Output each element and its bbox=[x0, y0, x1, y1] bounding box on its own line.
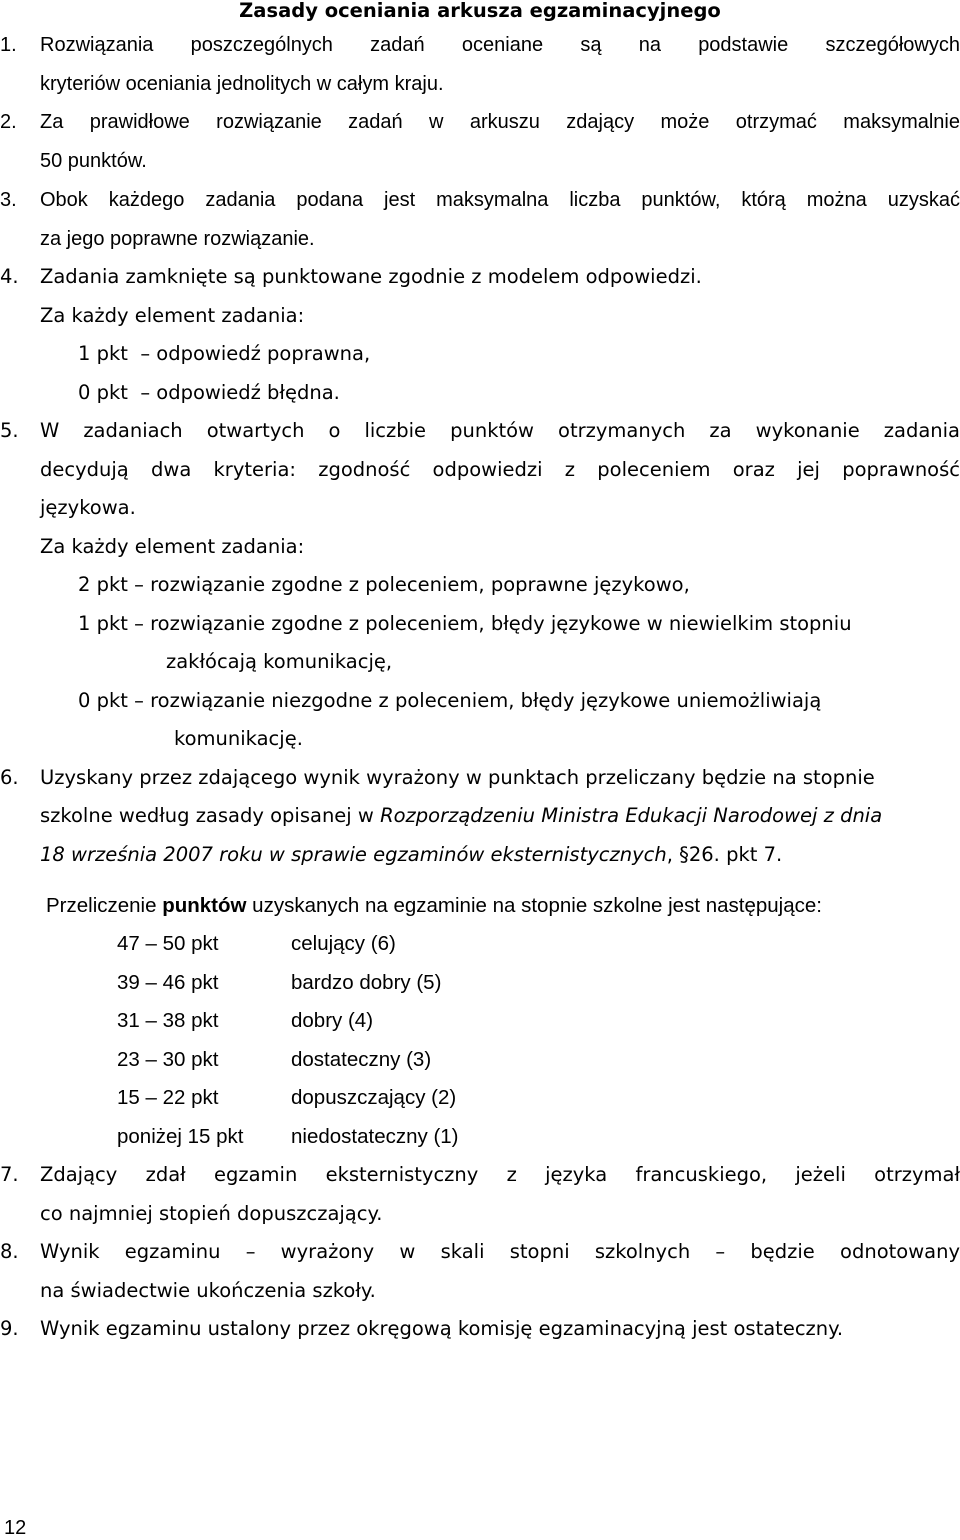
item-7-line-2: co najmniej stopień dopuszczający. bbox=[40, 1202, 383, 1225]
conversion-bold: punktów bbox=[162, 894, 247, 917]
item-number: 6. bbox=[0, 766, 19, 789]
item-number: 5. bbox=[0, 419, 19, 442]
item-8-line-1: Wynik egzaminu – wyrażony w skali stopni szkolnych – będzie odnotowany bbox=[40, 1240, 960, 1263]
item-5-line-4: Za każdy element zadania: bbox=[40, 535, 305, 558]
item-5-score-2: 2 pkt – rozwiązanie zgodne z poleceniem, poprawne językowo, bbox=[78, 573, 690, 596]
item-number: 9. bbox=[0, 1317, 19, 1340]
item-number: 2. bbox=[0, 111, 17, 133]
regulation-title: Rozporządzeniu Ministra Edukacji Narodowej z dnia bbox=[380, 804, 883, 827]
item-6-line-1: Uzyskany przez zdającego wynik wyrażony w punktach przeliczany będzie na stopnie bbox=[40, 766, 875, 789]
grade-name: niedostateczny (1) bbox=[291, 1125, 459, 1148]
item-5-score-0-cont: komunikację. bbox=[174, 727, 303, 750]
grade-points: 23 – 30 pkt bbox=[117, 1048, 219, 1071]
item-6-line-3-text: , §26. pkt 7. bbox=[666, 843, 783, 866]
grade-name: celujący (6) bbox=[291, 932, 396, 955]
grade-points: 47 – 50 pkt bbox=[117, 932, 219, 955]
item-7-line-1: Zdający zdał egzamin eksternistyczny z języka francuskiego, jeżeli otrzymał bbox=[40, 1163, 960, 1186]
grade-name: dopuszczający (2) bbox=[291, 1086, 457, 1109]
item-number: 7. bbox=[0, 1163, 19, 1186]
item-6-line-2 bbox=[40, 802, 960, 830]
item-5-line-2: decydują dwa kryteria: zgodność odpowiedzi z poleceniem oraz jej poprawność bbox=[40, 458, 960, 481]
item-2-line-1: Za prawidłowe rozwiązanie zadań w arkuszu zdający może otrzymać maksymalnie bbox=[40, 111, 960, 133]
conversion-pre: Przeliczenie bbox=[46, 894, 163, 917]
item-9-line-1: Wynik egzaminu ustalony przez okręgową komisję egzaminacyjną jest ostateczny. bbox=[40, 1317, 844, 1340]
item-8-line-2: na świadectwie ukończenia szkoły. bbox=[40, 1279, 376, 1302]
item-2-line-2: 50 punktów. bbox=[40, 150, 147, 172]
page-title: Zasady oceniania arkusza egzaminacyjnego bbox=[239, 0, 721, 22]
conversion-heading bbox=[46, 892, 960, 920]
item-4-line-2: Za każdy element zadania: bbox=[40, 304, 305, 327]
item-1-line-1: Rozwiązania poszczególnych zadań oceniane są na podstawie szczegółowych bbox=[40, 34, 960, 56]
conversion-post: uzyskanych na egzaminie na stopnie szkolne jest następujące: bbox=[246, 894, 822, 917]
item-6-line-2-text: szkolne według zasady opisanej w bbox=[40, 804, 381, 827]
grade-points: 31 – 38 pkt bbox=[117, 1009, 219, 1032]
item-number: 3. bbox=[0, 189, 17, 211]
item-5-score-0: 0 pkt – rozwiązanie niezgodne z poleceniem, błędy językowe uniemożliwiają bbox=[78, 689, 822, 712]
grade-name: bardzo dobry (5) bbox=[291, 971, 442, 994]
grade-points: poniżej 15 pkt bbox=[117, 1125, 244, 1148]
item-1-line-2: kryteriów oceniania jednolitych w całym kraju. bbox=[40, 73, 444, 95]
grade-name: dobry (4) bbox=[291, 1009, 374, 1032]
page-number: 12 bbox=[4, 1517, 27, 1539]
grade-points: 15 – 22 pkt bbox=[117, 1086, 219, 1109]
item-5-score-1: 1 pkt – rozwiązanie zgodne z poleceniem, błędy językowe w niewielkim stopniu bbox=[78, 612, 852, 635]
item-4-score-1: 1 pkt – odpowiedź poprawna, bbox=[78, 342, 371, 365]
item-4-score-0: 0 pkt – odpowiedź błędna. bbox=[78, 381, 340, 404]
item-6-line-3 bbox=[40, 841, 960, 869]
item-5-line-3: językowa. bbox=[40, 496, 136, 519]
grade-points: 39 – 46 pkt bbox=[117, 971, 219, 994]
grade-name: dostateczny (3) bbox=[291, 1048, 432, 1071]
item-number: 4. bbox=[0, 265, 19, 288]
regulation-title-cont: 18 września 2007 roku w sprawie egzaminów eksternistycznych bbox=[40, 843, 667, 866]
item-3-line-2: za jego poprawne rozwiązanie. bbox=[40, 228, 315, 250]
item-4-line-1: Zadania zamknięte są punktowane zgodnie z modelem odpowiedzi. bbox=[40, 265, 702, 288]
item-3-line-1: Obok każdego zadania podana jest maksymalna liczba punktów, którą można uzyskać bbox=[40, 189, 960, 211]
item-5-score-1-cont: zakłócają komunikację, bbox=[166, 650, 393, 673]
item-5-line-1: W zadaniach otwartych o liczbie punktów otrzymanych za wykonanie zadania bbox=[40, 419, 960, 442]
item-number: 1. bbox=[0, 34, 17, 56]
item-number: 8. bbox=[0, 1240, 19, 1263]
